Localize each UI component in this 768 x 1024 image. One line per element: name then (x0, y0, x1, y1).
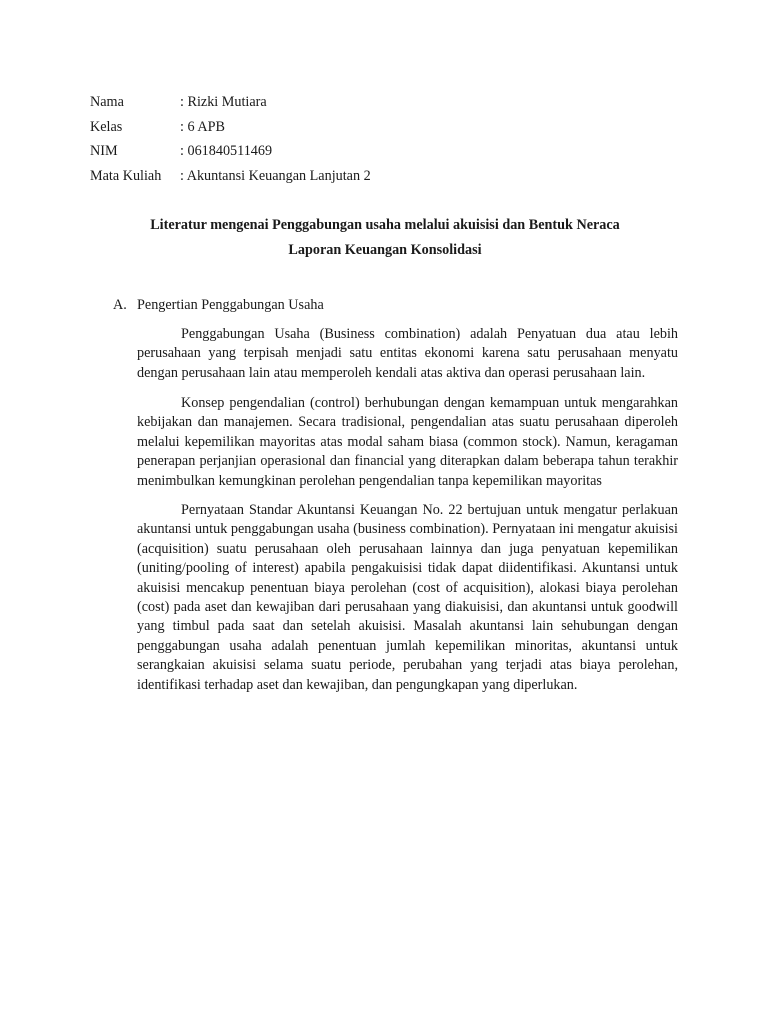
section-a (113, 294, 680, 316)
paragraph-2: Konsep pengendalian (control) berhubungan dengan kemampuan untuk mengarahkan kebijakan dan manajemen. Secara tradisional, pengendalian atas suatu perusahaan diperoleh melalui kepemilikan mayoritas atas modal saham biasa (common stock). Namun, keragaman penerapan perjanjian operasional dan financial yang diterapkan dalam beberapa tahun terakhir menimbulkan kemungkinan perolehan pengendalian tanpa kepemilikan mayoritas (137, 395, 678, 489)
info-value: : Rizki Mutiara (180, 94, 267, 110)
info-row-nama (90, 90, 371, 115)
section-heading (113, 294, 680, 316)
title-line-1: Literatur mengenai Penggabungan usaha melalui akuisisi dan Bentuk Neraca (150, 217, 620, 233)
info-value: : Akuntansi Keuangan Lanjutan 2 (180, 167, 371, 184)
document-title (90, 213, 680, 262)
title-line-2: Laporan Keuangan Konsolidasi (288, 241, 482, 258)
info-label: NIM (90, 143, 118, 159)
info-label: Nama (90, 94, 124, 110)
info-row-kelas (90, 115, 371, 140)
section-letter: A. (113, 297, 127, 313)
info-value: : 061840511469 (180, 143, 273, 159)
info-label: Mata Kuliah (90, 167, 162, 184)
paragraph-3: Pernyataan Standar Akuntansi Keuangan No. 22 bertujuan untuk mengatur perlakuan akuntansi untuk penggabungan usaha (business combination). Pernyataan ini mengatur akuisisi (acquisition) suatu perusahaan oleh perusahaan lainnya dan juga penyatuan kepemilikan (uniting/pooling of interest) apabila pengakuisisi tidak dapat diidentifikasi. Akuntansi untuk akuisisi mencakup penentuan biaya perolehan (cost of acquisition), alokasi biaya perolehan (cost) pada aset dan kewajiban dari perusahaan yang diakuisisi, dan akuntansi untuk goodwill yang timbul pada saat dan setelah akuisisi. Masalah akuntansi lain sehubungan dengan penggabungan usaha adalah penentuan jumlah kepemilikan minoritas, akuntansi untuk serangkaian akuisisi selama suatu periode, perubahan yang terjadi atas biaya perolehan, identifikasi terhadap aset dan kewajiban, dan pengungkapan yang diperlukan. (137, 502, 678, 693)
paragraph-1: Penggabungan Usaha (Business combination) adalah Penyatuan dua atau lebih perusahaan yang terpisah menjadi satu entitas ekonomi karena satu perusahaan menyatu dengan perusahaan lain atau memperoleh kendali atas aktiva dan operasi perusahaan lain. (137, 326, 678, 381)
section-heading-text: Pengertian Penggabungan Usaha (137, 297, 324, 313)
info-row-mata-kuliah (90, 164, 371, 189)
info-row-nim (90, 139, 371, 164)
info-label: Kelas (90, 118, 123, 135)
student-info-table (90, 90, 371, 188)
info-value: : 6 APB (180, 118, 225, 135)
